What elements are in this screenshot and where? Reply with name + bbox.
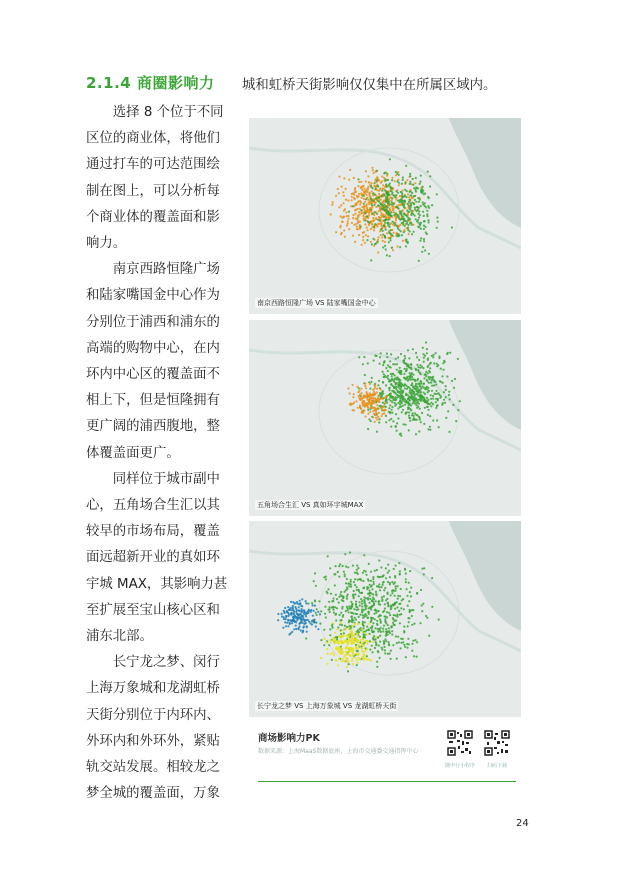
caption-title: 商场影响力PK bbox=[258, 733, 320, 744]
map-3 bbox=[249, 521, 521, 717]
map-2-label: 五角场合生汇 VS 真如环宇城MAX bbox=[257, 501, 364, 509]
map-1 bbox=[249, 118, 521, 314]
section-title: 商圈影响力 bbox=[136, 74, 215, 92]
map-1-canvas bbox=[249, 118, 521, 314]
paragraph: 南京西路恒隆广场和陆家嘴国金中心作为分别位于浦西和浦东的高端的购物中心，在内环内中心区的覆盖面不相上下，但是恒隆拥有更广阔的浦西腹地，整体覆盖面更广。 bbox=[86, 262, 220, 461]
map-3-canvas bbox=[249, 521, 521, 717]
map-2 bbox=[249, 320, 521, 516]
section-heading bbox=[86, 72, 214, 93]
qr-label: 随申行小程序 bbox=[445, 763, 476, 769]
paragraph: 选择 8 个位于不同区位的商业体，将他们通过打车的可达范围绘制在图上，可以分析每个商业体的覆盖面和影响力。 bbox=[86, 105, 224, 252]
page-number: 24 bbox=[516, 818, 529, 829]
map-2-canvas bbox=[249, 320, 521, 516]
qr-code-icon[interactable] bbox=[484, 730, 510, 756]
body-text bbox=[86, 100, 232, 807]
section-number: 2.1.4 bbox=[86, 74, 132, 92]
paragraph: 长宁龙之梦、闵行上海万象城和龙湖虹桥天街分别位于内环内、外环内和外环外，紧贴轨交站发展。相较龙之梦全城的覆盖面，万象 bbox=[86, 655, 220, 802]
divider bbox=[258, 781, 516, 782]
map-1-label: 南京西路恒隆广场 VS 陆家嘴国金中心 bbox=[257, 299, 376, 307]
map-3-label: 长宁龙之梦 VS 上海万象城 VS 龙湖虹桥天街 bbox=[257, 702, 397, 710]
continued-text: 城和虹桥天街影响仅仅集中在所属区域内。 bbox=[242, 78, 497, 93]
qr-label: 扫码下载 bbox=[487, 763, 508, 769]
paragraph: 同样位于城市副中心，五角场合生汇以其较早的市场布局，覆盖面远超新开业的真如环宇城 MAX，其影响力甚至扩展至宝山核心区和浦东北部。 bbox=[86, 471, 228, 645]
caption-source: 数据来源：上海MaaS数据底座，上海市交通委交通指挥中心 bbox=[258, 748, 419, 755]
qr-code-icon[interactable] bbox=[447, 730, 473, 756]
